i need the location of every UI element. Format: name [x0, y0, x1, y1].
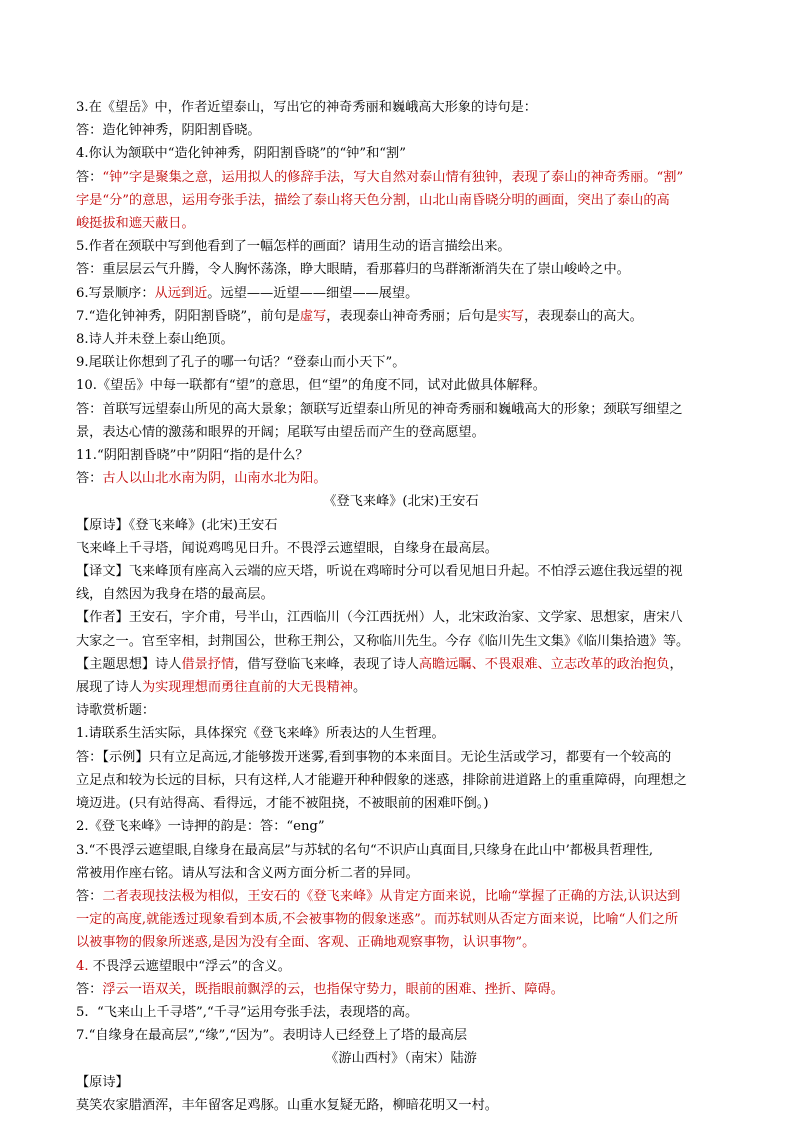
text-line [76, 978, 726, 1001]
text-segment: 【原诗】 [76, 1074, 129, 1090]
text-segment: 景，表达心情的激荡和眼界的开阔；尾联写由望岳而产生的登高愿望。 [76, 424, 485, 440]
text-line [76, 142, 726, 165]
document-page [76, 96, 726, 1117]
text-line [76, 421, 726, 444]
text-segment: ，表现泰山神奇秀丽；后句是 [326, 308, 498, 324]
answer-highlight: 高瞻远瞩、不畏艰难、立志改革的政治抱负 [418, 656, 670, 672]
text-segment: 线，自然因为我身在塔的最高层。 [76, 587, 274, 603]
text-line [76, 931, 726, 954]
text-line [76, 1071, 726, 1094]
text-line [76, 722, 726, 745]
answer-highlight: 从远到近 [154, 285, 208, 301]
text-segment: ，借写登临飞来峰，表现了诗人 [234, 656, 419, 672]
text-segment: 10.《望岳》中每一联都有“望”的意思，但“望”的角度不同，试对此做具体解释。 [76, 378, 546, 394]
text-line [76, 583, 726, 606]
text-segment: 《登飞来峰》(北宋)王安石 [323, 494, 479, 510]
text-line [76, 1024, 726, 1047]
answer-highlight: 古人以山北水南为阴，山南水北为阳。 [102, 471, 327, 487]
text-segment: 答：首联写远望泰山所见的高大景象；颔联写近望泰山所见的神奇秀丽和巍峨高大的形象；颈联写细望之 [76, 401, 683, 417]
text-segment: ， [669, 656, 683, 672]
text-segment: 不畏浮云遮望眼中“浮云”的含义。 [88, 958, 291, 974]
text-segment: ，表现泰山的高大。 [524, 308, 643, 324]
text-line [76, 374, 726, 397]
text-line [76, 792, 726, 815]
text-segment: 答： [76, 981, 103, 997]
text-segment: 【译文】飞来峰顶有座高入云端的应天塔，听说在鸡啼时分可以看见旭日升起。不怕浮云遮住我远望的视 [76, 564, 683, 580]
text-segment: 【原诗】《登飞来峰》(北宋)王安石 [76, 517, 278, 533]
section-heading [76, 1047, 726, 1070]
text-segment: 答： [76, 169, 103, 185]
text-line [76, 885, 726, 908]
text-line [76, 676, 726, 699]
text-segment: 8.诗人并未登上泰山绝顶。 [76, 332, 234, 348]
text-segment: 。远望——近望——细望——展望。 [207, 285, 419, 301]
answer-highlight: 以被事物的假象所迷惑,是因为没有全面、客观、正确地观察事物，认识事物”。 [76, 935, 536, 951]
text-line [76, 606, 726, 629]
text-line [76, 212, 726, 235]
answer-highlight: 实写 [497, 308, 525, 324]
answer-highlight: 峻挺拔和遮天蔽日。 [76, 216, 195, 232]
answer-highlight: 4. [76, 958, 89, 974]
text-segment: 大家之一。官至宰相，封荆国公，世称王荆公，又称临川先生。今存《临川先生文集》《临川集拾遗》等。 [76, 633, 690, 649]
answer-highlight: 浮云一语双关，既指眼前飘浮的云，也指保守势力，眼前的困难、挫折、障碍。 [102, 981, 564, 997]
text-line [76, 862, 726, 885]
answer-highlight: 一定的高度,就能透过现象看到本质,不会被事物的假象迷惑”。而苏轼则从否定方面来说，比喻“人们之所 [76, 912, 679, 928]
text-line [76, 537, 726, 560]
text-segment: 。 [352, 680, 367, 696]
text-segment: 展现了诗人 [76, 680, 142, 696]
text-segment: 9.尾联让你想到了孔子的哪一句话？“登泰山而小天下”。 [76, 355, 406, 371]
text-segment: 4.你认为颔联中“造化钟神秀，阴阳割昏晓”的“钟”和“割” [76, 146, 406, 162]
text-line [76, 630, 726, 653]
answer-highlight: 为实现理想而勇往直前的大无畏精神 [141, 680, 353, 696]
text-segment: 7.“自缘身在最高层”,“缘”,“因为”。表明诗人已经登上了塔的最高层 [76, 1028, 468, 1044]
answer-highlight: 二者表现技法极为相似，王安石的《登飞来峰》从肯定方面来说，比喻“掌握了正确的方法,认识达到 [102, 888, 681, 904]
text-segment: 答： [76, 471, 103, 487]
text-line [76, 746, 726, 769]
text-line [76, 258, 726, 281]
text-line [76, 653, 726, 676]
text-line [76, 1001, 726, 1024]
text-line [76, 955, 726, 978]
text-segment: 5.作者在颈联中写到他看到了一幅怎样的画面？请用生动的语言描绘出来。 [76, 239, 511, 255]
text-line [76, 305, 726, 328]
text-line [76, 514, 726, 537]
text-segment: 莫笑农家腊酒浑，丰年留客足鸡豚。山重水复疑无路，柳暗花明又一村。 [76, 1097, 498, 1113]
text-line [76, 282, 726, 305]
text-line [76, 444, 726, 467]
text-segment: 6.写景顺序： [76, 285, 155, 301]
text-line [76, 769, 726, 792]
text-segment: 答：重层层云气升腾，令人胸怀荡涤，睁大眼睛，看那暮归的鸟群渐渐消失在了崇山峻岭之中。 [76, 262, 630, 278]
text-line [76, 1094, 726, 1117]
text-line [76, 815, 726, 838]
text-segment: 3.在《望岳》中，作者近望泰山，写出它的神奇秀丽和巍峨高大形象的诗句是： [76, 100, 537, 115]
text-segment: 5. “飞来山上千寻塔”,“千寻”运用夸张手法，表现塔的高。 [76, 1004, 419, 1020]
answer-highlight: 借景抒情 [181, 656, 235, 672]
text-line [76, 467, 726, 490]
text-segment: 常被用作座右铭。请从写法和含义两方面分析二者的异同。 [76, 865, 419, 881]
text-segment: 3.“不畏浮云遮望眼,自缘身在最高层”与苏轼的名句“不识庐山真面目,只缘身在此山中’都极具哲理性, [76, 842, 654, 858]
text-segment: 答： [76, 888, 103, 904]
text-segment: 答：造化钟神秀，阴阳割昏晓。 [76, 123, 261, 139]
text-segment: 7.“造化钟神秀，阴阳割昏晓”，前句是 [76, 308, 300, 324]
text-segment: 11.“阴阳割昏晓”中”阴阳“指的是什么？ [76, 448, 309, 464]
text-line [76, 328, 726, 351]
text-line [76, 351, 726, 374]
text-segment: 答：【示例】只有立足高远,才能够拨开迷雾,看到事物的本来面目。无论生活或学习，都要有一个较高的 [76, 749, 672, 765]
text-segment: 《游山西村》（南宋）陆游 [325, 1051, 477, 1067]
text-line [76, 166, 726, 189]
text-line [76, 398, 726, 421]
text-segment: 立足点和较为长远的目标，只有这样,人才能避开种种假象的迷惑，排除前进道路上的重重障碍，向理想之 [76, 772, 687, 788]
text-segment: 【主题思想】诗人 [76, 656, 182, 672]
text-line [76, 119, 726, 142]
text-line [76, 839, 726, 862]
text-line [76, 560, 726, 583]
text-segment: 【作者】王安石，字介甫，号半山，江西临川（今江西抚州）人，北宋政治家、文学家、思想家，唐宋八 [76, 610, 683, 626]
text-line [76, 908, 726, 931]
section-heading [76, 490, 726, 513]
text-segment: 1.请联系生活实际，具体探究《登飞来峰》所表达的人生哲理。 [76, 726, 445, 742]
text-line [76, 96, 726, 119]
text-segment: 境迈进。(只有站得高、看得远，才能不被阻挠，不被眼前的困难吓倒。) [76, 796, 489, 812]
answer-highlight: 字是“分”的意思，运用夸张手法，描绘了泰山将天色分割，山北山南昏晓分明的画面，突出了泰山的高 [76, 192, 670, 208]
answer-highlight: 虚写 [299, 308, 327, 324]
text-line [76, 699, 726, 722]
text-segment: 飞来峰上千寻塔，闻说鸡鸣见日升。不畏浮云遮望眼，自缘身在最高层。 [76, 540, 498, 556]
text-segment: 诗歌赏析题： [76, 703, 156, 719]
text-segment: 2.《登飞来峰》一诗押的韵是：答：“eng” [76, 819, 325, 835]
text-line [76, 189, 726, 212]
answer-highlight: “钟”字是聚集之意，运用拟人的修辞手法，写大自然对泰山情有独钟，表现了泰山的神奇秀丽。“割” [102, 169, 684, 185]
text-line [76, 235, 726, 258]
